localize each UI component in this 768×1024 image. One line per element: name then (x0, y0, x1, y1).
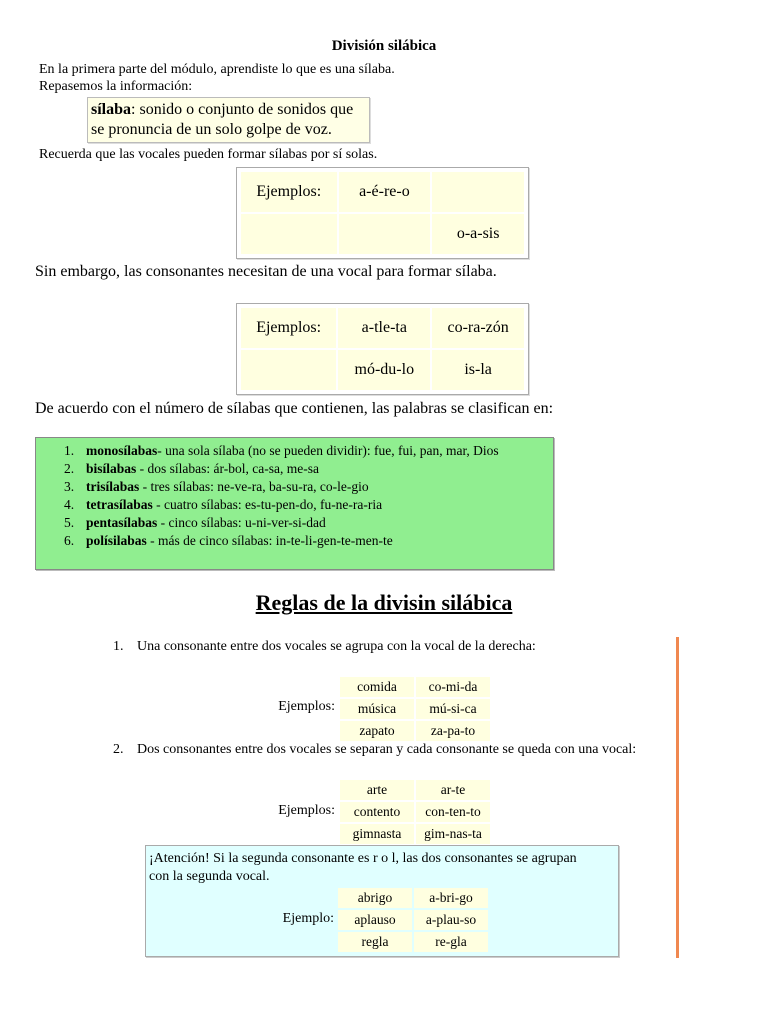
example-word: mó-du-lo (338, 350, 430, 390)
examples-table-1 (236, 167, 529, 259)
table-row: abrigo a-bri-go (338, 888, 488, 908)
empty-cell (241, 350, 336, 390)
list-item: 3. trisílabas - tres sílabas: ne-ve-ra, ba-su-ra, co-le-gio (64, 479, 369, 494)
classification-intro: De acuerdo con el número de sílabas que contienen, las palabras se clasifican en: (35, 400, 554, 417)
definition-box (87, 97, 370, 143)
example-word: is-la (432, 350, 524, 390)
list-item: 1. monosílabas- una sola sílaba (no se pueden dividir): fue, fui, pan, mar, Dios (64, 443, 499, 458)
list-item: 2. bisílabas - dos sílabas: ár-bol, ca-sa, me-sa (64, 461, 319, 476)
empty-cell (339, 214, 431, 254)
table-row: aplauso a-plau-so (338, 910, 488, 930)
rule-1-examples-table (338, 675, 492, 743)
definition-term: sílaba (91, 101, 132, 118)
empty-cell (432, 172, 524, 212)
table-row: música mú-si-ca (340, 699, 490, 719)
vowels-note: Recuerda que las vocales pueden formar sílabas por sí solas. (39, 147, 378, 162)
examples-table-2 (236, 303, 529, 395)
intro-line-1: En la primera parte del módulo, aprendiste lo que es una sílaba. (39, 62, 395, 77)
example-word: co-ra-zón (432, 308, 524, 348)
attention-examples-table (336, 886, 490, 954)
classification-box (35, 437, 554, 570)
rule-2: 2. Dos consonantes entre dos vocales se separan y cada consonante se queda con una vocal: (113, 742, 637, 757)
intro-line-2: Repasemos la información: (39, 79, 193, 94)
list-item: 4. tetrasílabas - cuatro sílabas: es-tu-pen-do, fu-ne-ra-ria (64, 497, 383, 512)
example-word: o-a-sis (432, 214, 524, 254)
page-title: División silábica (331, 38, 437, 54)
consonants-note: Sin embargo, las consonantes necesitan de una vocal para formar sílaba. (35, 263, 497, 280)
list-item: 5. pentasílabas - cinco sílabas: u-ni-ver-si-dad (64, 515, 326, 530)
rule-1-examples-label: Ejemplos: (278, 699, 335, 714)
rules-heading: Reglas de la divisin silábica (255, 590, 513, 615)
table-row: arte ar-te (340, 780, 490, 800)
rule-2-examples-table (338, 778, 492, 846)
examples-label: Ejemplos: (241, 308, 336, 348)
table-row: zapato za-pa-to (340, 721, 490, 741)
list-item: 6. polísilabas - más de cinco sílabas: in-te-li-gen-te-men-te (64, 533, 393, 548)
example-word: a-é-re-o (339, 172, 431, 212)
attention-line-1: ¡Atención! Si la segunda consonante es r o l, las dos consonantes se agrupan (149, 851, 577, 866)
example-word: a-tle-ta (338, 308, 430, 348)
rule-2-examples-label: Ejemplos: (278, 803, 335, 818)
definition-text: : sonido o conjunto de sonidos que (131, 101, 354, 118)
attention-examples-label: Ejemplo: (282, 911, 334, 926)
orange-divider (676, 637, 679, 958)
table-row: gimnasta gim-nas-ta (340, 824, 490, 844)
table-row: regla re-gla (338, 932, 488, 952)
definition-text-2: se pronuncia de un solo golpe de voz. (91, 121, 332, 138)
rule-1: 1. Una consonante entre dos vocales se agrupa con la vocal de la derecha: (113, 639, 536, 654)
table-row: comida co-mi-da (340, 677, 490, 697)
attention-line-2: con la segunda vocal. (149, 869, 270, 884)
empty-cell (241, 214, 337, 254)
attention-box (145, 845, 619, 957)
table-row: contento con-ten-to (340, 802, 490, 822)
examples-label: Ejemplos: (241, 172, 337, 212)
